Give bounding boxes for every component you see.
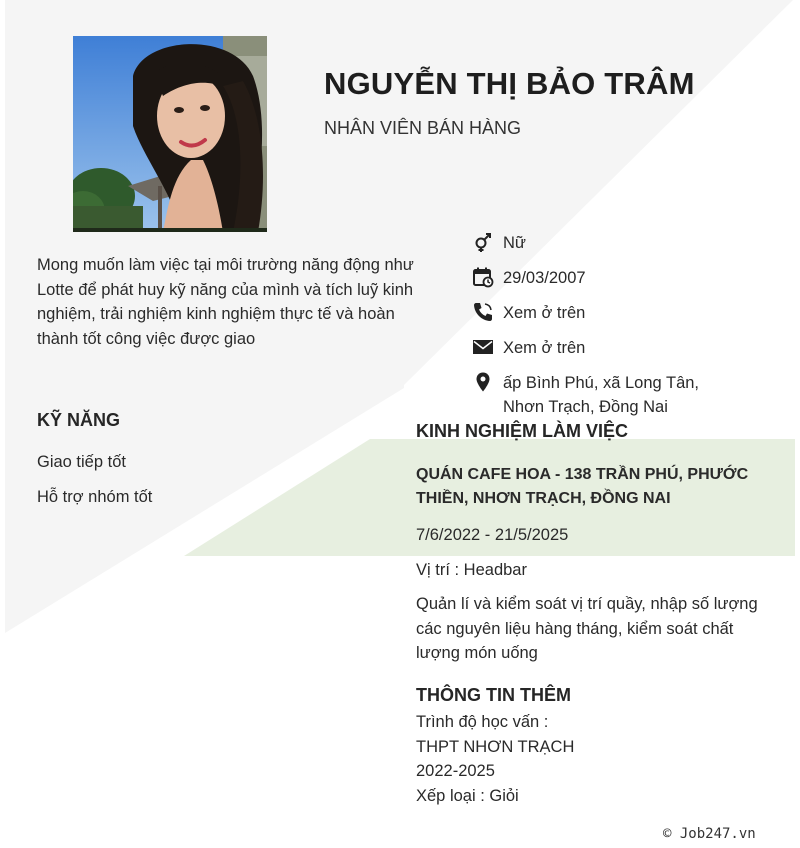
location-pin-icon	[472, 371, 494, 393]
company-name-line-2: THIỀN, NHƠN TRẠCH, ĐỒNG NAI	[416, 490, 671, 507]
position: Vị trí : Headbar	[416, 560, 527, 579]
job-description: Quản lí và kiểm soát vị trí quầy, nhập số lượng các nguyên liệu hàng tháng, kiểm soát chất lượng món uống	[416, 595, 758, 662]
gender-value: Nữ	[503, 234, 526, 252]
employment-period: 7/6/2022 - 21/5/2025	[416, 526, 569, 544]
address-value	[503, 371, 699, 419]
info-line: 2022-2025	[416, 762, 495, 780]
skills-list	[37, 450, 152, 520]
phone-value: Xem ở trên	[503, 304, 586, 322]
contact-phone	[472, 301, 792, 325]
contact-birthdate	[472, 266, 792, 290]
skills-heading: KỸ NĂNG	[37, 410, 121, 430]
company-name-line-1: QUÁN CAFE HOA - 138 TRẦN PHÚ, PHƯỚC	[416, 466, 749, 483]
address-line-2: Nhơn Trạch, Đồng Nai	[503, 398, 668, 416]
job-title: NHÂN VIÊN BÁN HÀNG	[324, 118, 522, 138]
birthdate-value: 29/03/2007	[503, 269, 586, 287]
career-objective: Mong muốn làm việc tại môi trường năng động như Lotte để phát huy kỹ năng của mình và tích luỹ kinh nghiệm, trải nghiệm kinh nghiệm thực tế và hoàn thành tốt công việc được giao	[37, 256, 414, 348]
additional-info	[416, 710, 574, 808]
candidate-name: NGUYỄN THỊ BẢO TRÂM	[324, 66, 695, 101]
skill-item: Hỗ trợ nhóm tốt	[37, 488, 153, 506]
avatar	[73, 36, 267, 232]
address-line-1: ấp Bình Phú, xã Long Tân,	[503, 374, 700, 392]
experience-entry	[416, 463, 781, 666]
additional-info-heading: THÔNG TIN THÊM	[416, 685, 571, 705]
info-line: THPT NHƠN TRẠCH	[416, 737, 575, 756]
envelope-icon	[472, 336, 494, 358]
gender-icon	[472, 231, 494, 253]
watermark: © Job247.vn	[663, 826, 756, 842]
skill-item: Giao tiếp tốt	[37, 453, 126, 471]
experience-heading: KINH NGHIỆM LÀM VIỆC	[416, 421, 629, 441]
contact-info	[472, 231, 792, 430]
info-line: Xếp loại : Giỏi	[416, 786, 519, 805]
contact-gender	[472, 231, 792, 255]
contact-address	[472, 371, 792, 419]
contact-email	[472, 336, 792, 360]
calendar-icon	[472, 266, 494, 288]
phone-icon	[472, 301, 494, 323]
info-line: Trình độ học vấn :	[416, 713, 549, 731]
email-value: Xem ở trên	[503, 339, 586, 357]
